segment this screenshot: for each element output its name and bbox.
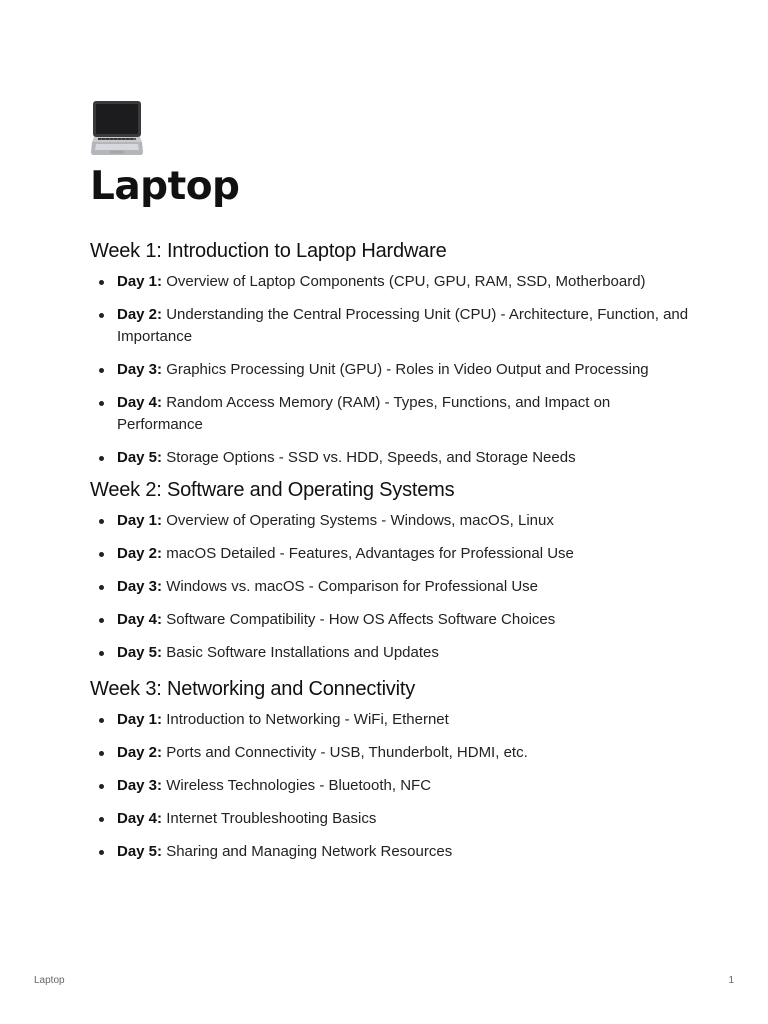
day-text: Understanding the Central Processing Unit (CPU) - Architecture, Function, and Importance — [117, 306, 689, 345]
day-text: Basic Software Installations and Updates — [166, 644, 439, 661]
day-label: Day 2: — [117, 306, 163, 323]
day-label: Day 1: — [117, 711, 163, 728]
page-content — [90, 100, 690, 863]
list-item — [90, 392, 690, 436]
week-section-3 — [90, 676, 690, 863]
day-label: Day 5: — [117, 644, 163, 661]
day-text: Graphics Processing Unit (GPU) - Roles in Video Output and Processing — [166, 361, 649, 378]
list-item — [90, 576, 690, 598]
day-label: Day 5: — [117, 449, 163, 466]
list-item — [90, 709, 690, 731]
page-title: Laptop — [90, 164, 240, 209]
day-list — [90, 271, 690, 469]
day-label: Day 5: — [117, 843, 163, 860]
day-text: Overview of Laptop Components (CPU, GPU, RAM, SSD, Motherboard) — [166, 273, 646, 290]
bullet-icon — [99, 456, 104, 461]
day-text: Sharing and Managing Network Resources — [166, 843, 453, 860]
bullet-icon — [99, 651, 104, 656]
day-text: Overview of Operating Systems - Windows, macOS, Linux — [166, 512, 554, 529]
laptop-icon — [90, 100, 144, 156]
week-heading: Week 2: Software and Operating Systems — [90, 479, 455, 501]
day-text: Random Access Memory (RAM) - Types, Functions, and Impact on Performance — [117, 394, 611, 433]
list-item — [90, 609, 690, 631]
list-item — [90, 359, 690, 381]
day-text: Software Compatibility - How OS Affects Software Choices — [166, 611, 556, 628]
list-item — [90, 775, 690, 797]
week-heading: Week 1: Introduction to Laptop Hardware — [90, 240, 447, 262]
list-item — [90, 510, 690, 532]
bullet-icon — [99, 313, 104, 318]
bullet-icon — [99, 817, 104, 822]
list-item — [90, 642, 690, 664]
bullet-icon — [99, 368, 104, 373]
bullet-icon — [99, 585, 104, 590]
day-label: Day 2: — [117, 744, 163, 761]
list-item — [90, 808, 690, 830]
day-label: Day 2: — [117, 545, 163, 562]
day-label: Day 3: — [117, 777, 163, 794]
day-text: Storage Options - SSD vs. HDD, Speeds, and Storage Needs — [166, 449, 576, 466]
list-item — [90, 447, 690, 469]
list-item — [90, 543, 690, 565]
day-text: Ports and Connectivity - USB, Thunderbolt, HDMI, etc. — [166, 744, 528, 761]
footer-title: Laptop — [34, 975, 65, 986]
day-label: Day 1: — [117, 273, 163, 290]
bullet-icon — [99, 401, 104, 406]
day-label: Day 1: — [117, 512, 163, 529]
day-text: Wireless Technologies - Bluetooth, NFC — [166, 777, 432, 794]
bullet-icon — [99, 552, 104, 557]
day-label: Day 3: — [117, 578, 163, 595]
week-section-1 — [90, 238, 690, 469]
day-label: Day 4: — [117, 611, 163, 628]
week-heading: Week 3: Networking and Connectivity — [90, 678, 416, 700]
bullet-icon — [99, 784, 104, 789]
bullet-icon — [99, 751, 104, 756]
day-label: Day 4: — [117, 394, 163, 411]
day-text: Internet Troubleshooting Basics — [166, 810, 377, 827]
list-item — [90, 304, 690, 348]
day-list — [90, 510, 690, 664]
bullet-icon — [99, 618, 104, 623]
bullet-icon — [99, 718, 104, 723]
list-item — [90, 271, 690, 293]
bullet-icon — [99, 280, 104, 285]
day-text: Windows vs. macOS - Comparison for Professional Use — [166, 578, 538, 595]
list-item — [90, 742, 690, 764]
day-label: Day 3: — [117, 361, 163, 378]
day-text: Introduction to Networking - WiFi, Ethernet — [166, 711, 449, 728]
bullet-icon — [99, 519, 104, 524]
bullet-icon — [99, 850, 104, 855]
day-list — [90, 709, 690, 863]
page-number: 1 — [728, 975, 734, 986]
list-item — [90, 841, 690, 863]
day-label: Day 4: — [117, 810, 163, 827]
day-text: macOS Detailed - Features, Advantages for Professional Use — [166, 545, 574, 562]
week-section-2 — [90, 477, 690, 664]
